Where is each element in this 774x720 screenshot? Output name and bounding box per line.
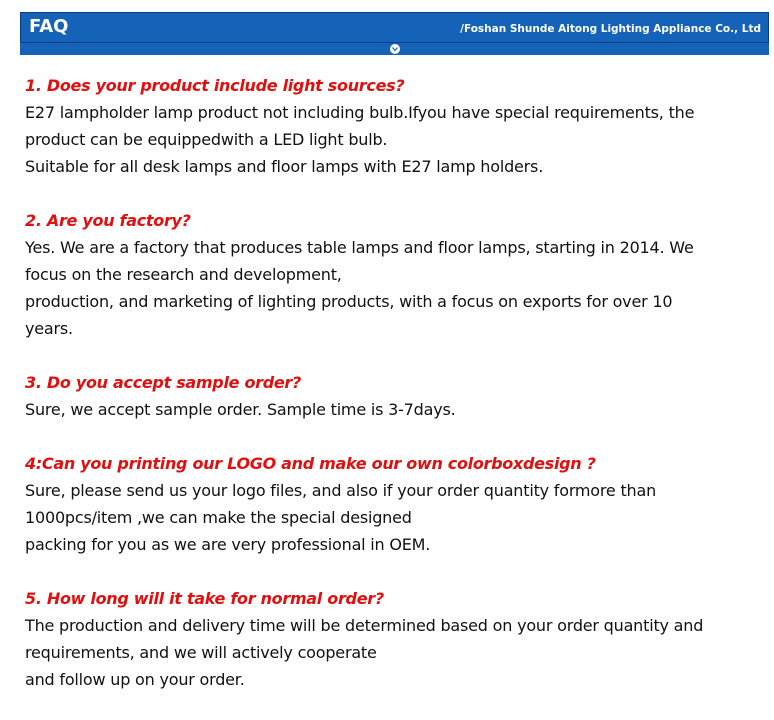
faq-answer-line: Suitable for all desk lamps and floor lamps with E27 lamp holders. — [25, 157, 544, 176]
faq-answer-line: focus on the research and development, — [25, 265, 342, 284]
faq-answer-line: packing for you as we are very professional in OEM. — [25, 535, 431, 554]
faq-answer-line: 1000pcs/item ,we can make the special designed — [25, 508, 412, 527]
faq-question: 1. Does your product include light sources? — [25, 76, 405, 95]
faq-answer-line: requirements, and we will actively cooperate — [25, 643, 377, 662]
faq-answer-line: production, and marketing of lighting products, with a focus on exports for over 10 — [25, 292, 673, 311]
faq-question: 4:Can you printing our LOGO and make our own colorboxdesign ? — [25, 454, 596, 473]
faq-answer-line: Sure, please send us your logo files, and also if your order quantity formore than — [25, 481, 657, 500]
faq-answer-line: years. — [25, 319, 73, 338]
faq-question: 3. Do you accept sample order? — [25, 373, 302, 392]
faq-item — [25, 72, 770, 180]
faq-item — [25, 585, 770, 693]
faq-item — [25, 450, 770, 558]
faq-item — [25, 207, 770, 342]
faq-answer-line: The production and delivery time will be determined based on your order quantity and — [25, 616, 704, 635]
chevron-down-icon — [389, 43, 401, 55]
faq-answer-line: Yes. We are a factory that produces table lamps and floor lamps, starting in 2014. We — [25, 238, 694, 257]
faq-list — [25, 72, 770, 720]
faq-answer-line: Sure, we accept sample order. Sample time is 3-7days. — [25, 400, 456, 419]
faq-question: 2. Are you factory? — [25, 211, 191, 230]
faq-answer-line: product can be equippedwith a LED light bulb. — [25, 130, 388, 149]
faq-header — [20, 12, 769, 43]
company-name: /Foshan Shunde Aitong Lighting Appliance Co., Ltd — [460, 23, 761, 35]
faq-answer-line: E27 lampholder lamp product not including bulb.Ifyou have special requirements, the — [25, 103, 695, 122]
faq-question: 5. How long will it take for normal order? — [25, 589, 384, 608]
page-title: FAQ — [29, 16, 69, 37]
faq-answer-line: and follow up on your order. — [25, 670, 245, 689]
faq-item — [25, 369, 770, 423]
